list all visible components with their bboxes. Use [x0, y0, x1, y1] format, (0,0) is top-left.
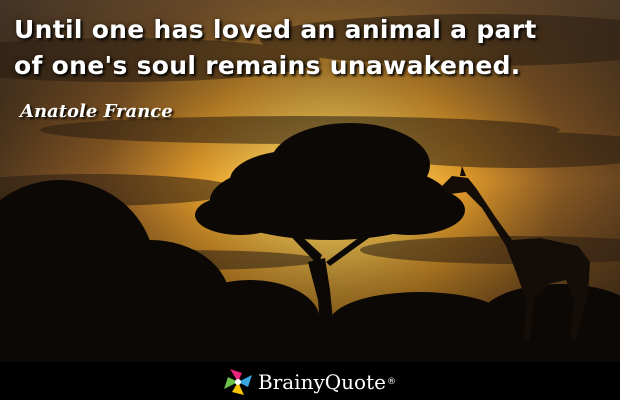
registered-mark: ® — [386, 377, 396, 387]
brand-link[interactable] — [222, 367, 396, 397]
footer-bar — [0, 362, 620, 400]
quote-text — [14, 12, 574, 84]
pinwheel-logo-icon — [222, 367, 254, 397]
brand-name: BrainyQuote — [258, 370, 386, 394]
quote-line: Until one has loved an animal a part — [14, 15, 537, 44]
quote-author: Anatole France — [20, 101, 173, 122]
quote-line: of one's soul remains unawakened. — [14, 51, 521, 80]
